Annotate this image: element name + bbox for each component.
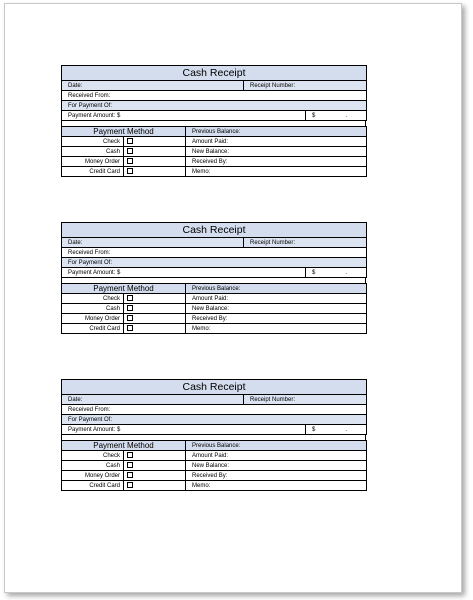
received-from-field[interactable]: Received From:	[62, 405, 367, 415]
payment-amount-field[interactable]: Payment Amount: $	[62, 425, 306, 435]
method-cash-label: Cash	[62, 147, 124, 157]
dollar-sign: $	[312, 269, 316, 276]
method-money-order-label: Money Order	[62, 157, 124, 167]
method-check-label: Check	[62, 294, 124, 304]
previous-balance-field[interactable]: Previous Balance:	[186, 127, 367, 137]
receipt-header-table	[61, 222, 367, 278]
new-balance-field[interactable]: New Balance:	[186, 147, 367, 157]
memo-field[interactable]: Memo:	[186, 481, 367, 491]
amount-paid-field[interactable]: Amount Paid:	[186, 451, 367, 461]
amount-paid-field[interactable]: Amount Paid:	[186, 137, 367, 147]
credit-card-checkbox[interactable]	[127, 482, 133, 488]
received-from-field[interactable]: Received From:	[62, 91, 367, 101]
decimal-point: .	[345, 269, 348, 276]
payment-method-table	[61, 126, 367, 177]
money-order-checkbox[interactable]	[127, 315, 133, 321]
cash-checkbox[interactable]	[127, 148, 133, 154]
method-cash-label: Cash	[62, 304, 124, 314]
received-by-field[interactable]: Received By:	[186, 157, 367, 167]
money-order-checkbox[interactable]	[127, 472, 133, 478]
dollar-sign: $	[312, 112, 316, 119]
date-field[interactable]: Date:	[62, 395, 244, 405]
check-checkbox[interactable]	[127, 295, 133, 301]
decimal-point: .	[345, 426, 348, 433]
for-payment-of-field[interactable]: For Payment Of:	[62, 415, 367, 425]
receipt-title: Cash Receipt	[62, 380, 367, 395]
payment-amount-value[interactable]	[306, 425, 367, 435]
cash-receipt-3	[61, 379, 366, 491]
money-order-checkbox[interactable]	[127, 158, 133, 164]
method-credit-card-label: Credit Card	[62, 167, 124, 177]
receipt-number-field[interactable]: Receipt Number:	[244, 238, 367, 248]
receipt-number-field[interactable]: Receipt Number:	[244, 395, 367, 405]
receipt-number-field[interactable]: Receipt Number:	[244, 81, 367, 91]
cash-checkbox[interactable]	[127, 462, 133, 468]
payment-method-table	[61, 440, 367, 491]
dollar-sign: $	[312, 426, 316, 433]
receipt-header-table	[61, 65, 367, 121]
method-money-order-label: Money Order	[62, 471, 124, 481]
amount-paid-field[interactable]: Amount Paid:	[186, 294, 367, 304]
received-from-field[interactable]: Received From:	[62, 248, 367, 258]
new-balance-field[interactable]: New Balance:	[186, 304, 367, 314]
check-checkbox[interactable]	[127, 138, 133, 144]
date-field[interactable]: Date:	[62, 81, 244, 91]
decimal-point: .	[345, 112, 348, 119]
credit-card-checkbox[interactable]	[127, 168, 133, 174]
received-by-field[interactable]: Received By:	[186, 471, 367, 481]
received-by-field[interactable]: Received By:	[186, 314, 367, 324]
cash-checkbox[interactable]	[127, 305, 133, 311]
credit-card-checkbox[interactable]	[127, 325, 133, 331]
receipt-title: Cash Receipt	[62, 223, 367, 238]
payment-amount-field[interactable]: Payment Amount: $	[62, 268, 306, 278]
memo-field[interactable]: Memo:	[186, 324, 367, 334]
method-credit-card-label: Credit Card	[62, 324, 124, 334]
payment-amount-value[interactable]	[306, 111, 367, 121]
date-field[interactable]: Date:	[62, 238, 244, 248]
cash-receipt-2	[61, 222, 366, 334]
receipt-header-table	[61, 379, 367, 435]
for-payment-of-field[interactable]: For Payment Of:	[62, 101, 367, 111]
new-balance-field[interactable]: New Balance:	[186, 461, 367, 471]
previous-balance-field[interactable]: Previous Balance:	[186, 284, 367, 294]
method-cash-label: Cash	[62, 461, 124, 471]
method-credit-card-label: Credit Card	[62, 481, 124, 491]
method-money-order-label: Money Order	[62, 314, 124, 324]
memo-field[interactable]: Memo:	[186, 167, 367, 177]
payment-amount-field[interactable]: Payment Amount: $	[62, 111, 306, 121]
payment-amount-value[interactable]	[306, 268, 367, 278]
payment-method-heading: Payment Method	[62, 441, 186, 451]
payment-method-table	[61, 283, 367, 334]
cash-receipt-1	[61, 65, 366, 177]
document-page	[4, 3, 462, 593]
payment-method-heading: Payment Method	[62, 127, 186, 137]
method-check-label: Check	[62, 137, 124, 147]
for-payment-of-field[interactable]: For Payment Of:	[62, 258, 367, 268]
check-checkbox[interactable]	[127, 452, 133, 458]
payment-method-heading: Payment Method	[62, 284, 186, 294]
receipt-title: Cash Receipt	[62, 66, 367, 81]
method-check-label: Check	[62, 451, 124, 461]
previous-balance-field[interactable]: Previous Balance:	[186, 441, 367, 451]
